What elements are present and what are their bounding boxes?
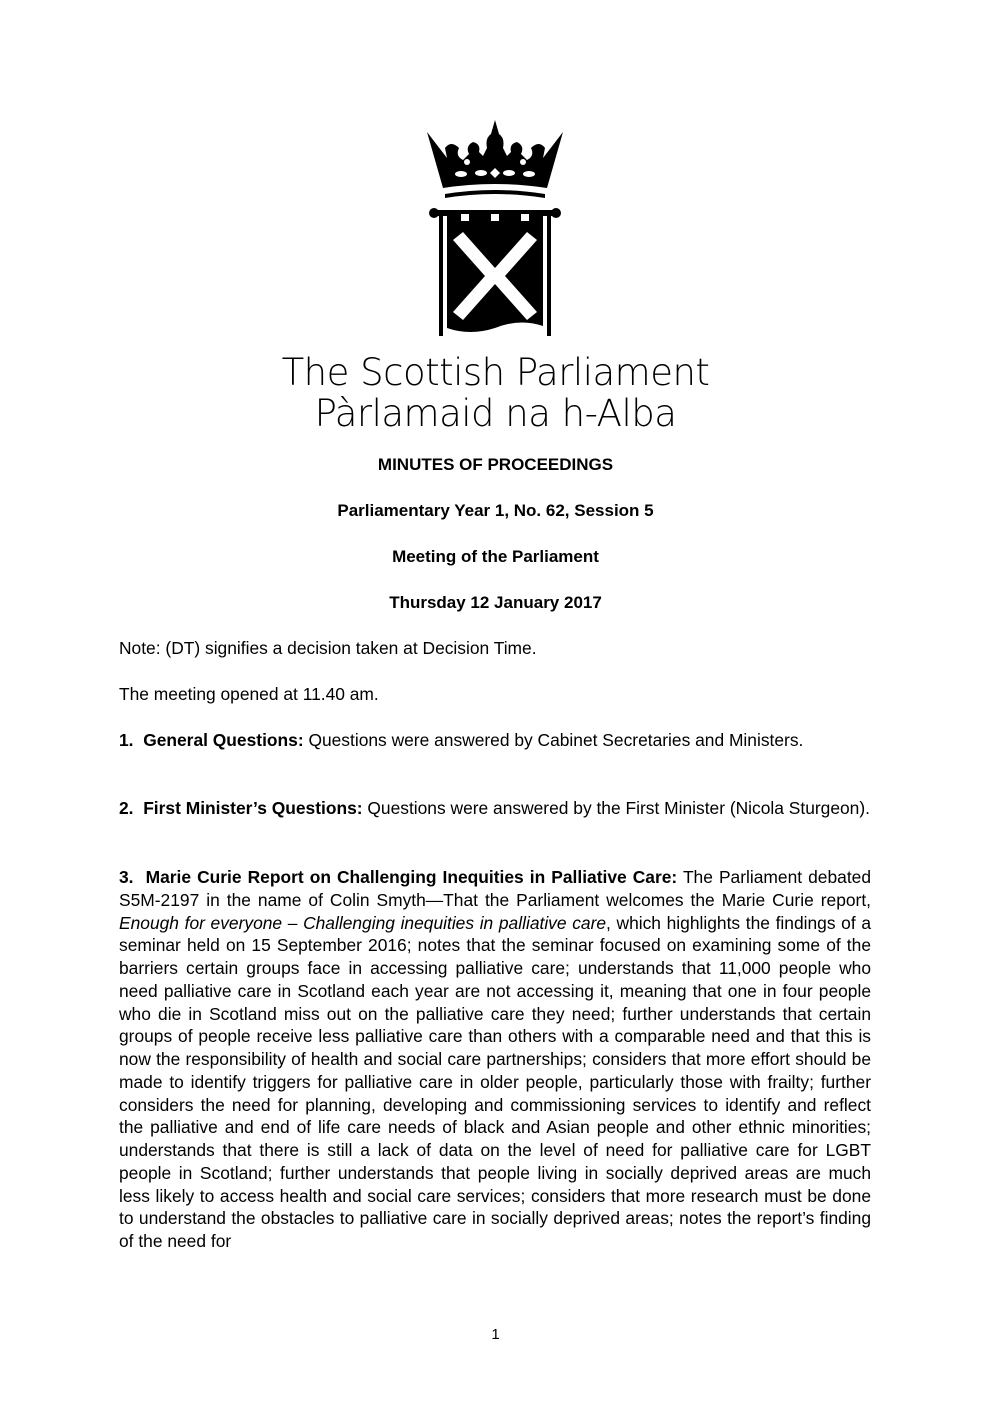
item-2-text: Questions were answered by the First Minister (Nicola Sturgeon).: [362, 798, 870, 818]
agenda-item-3: [119, 866, 871, 1253]
meeting-title: Meeting of the Parliament: [392, 547, 599, 566]
parliament-name-gaelic: Pàrlamaid na h-Alba: [314, 392, 677, 435]
item-3-text-after: , which highlights the findings of a seminar held on 15 September 2016; notes that the seminar focused on examining some of the barriers certain groups face in accessing palliative care; understands that 11,000 people who need palliative care in Scotland each year are not accessing it, meaning that one in four people who die in Scotland miss out on the palliative care they need; further understands that certain groups of people receive less palliative care than others with a comparable need and that this is now the responsibility of health and social care partnerships; considers that more effort should be made to identify triggers for palliative care in older people, particularly those with frailty; further considers the need for planning, developing and commissioning services to identify and reflect the palliative and end of life care needs of black and Asian people and other ethnic minorities; understands that there is still a lack of data on the level of need for palliative care for LGBT people in Scotland; further understands that people living in socially deprived areas are much less likely to access health and social care services; considers that more research must be done to understand the obstacles to palliative care in socially deprived areas; notes the report’s finding of the need for: [119, 912, 871, 1251]
item-2-heading: 2. First Minister’s Questions:: [119, 798, 363, 818]
item-3-heading: 3. Marie Curie Report on Challenging Inequities in Palliative Care:: [119, 867, 678, 887]
item-1-text: Questions were answered by Cabinet Secretaries and Ministers.: [303, 730, 804, 750]
document-title: MINUTES OF PROCEEDINGS: [377, 455, 614, 474]
opening-time: The meeting opened at 11.40 am.: [119, 684, 379, 704]
report-title: Enough for everyone – Challenging inequities in palliative care: [119, 912, 607, 933]
agenda-item-2: [119, 797, 871, 820]
meeting-date: Thursday 12 January 2017: [389, 593, 602, 612]
item-3-text-before: The Parliament debated S5M-2197 in the name of Colin Smyth—That the Parliament welcomes the Marie Curie report,: [119, 867, 871, 910]
scottish-parliament-crest-icon: [425, 118, 565, 340]
item-1-heading: 1. General Questions:: [119, 730, 304, 750]
agenda-item-1: [119, 729, 871, 752]
decision-time-note: Note: (DT) signifies a decision taken at Decision Time.: [119, 638, 537, 658]
parliament-name-english: The Scottish Parliament: [281, 351, 710, 394]
page-number: 1: [491, 1326, 500, 1343]
document-subtitle: Parliamentary Year 1, No. 62, Session 5: [337, 501, 654, 520]
